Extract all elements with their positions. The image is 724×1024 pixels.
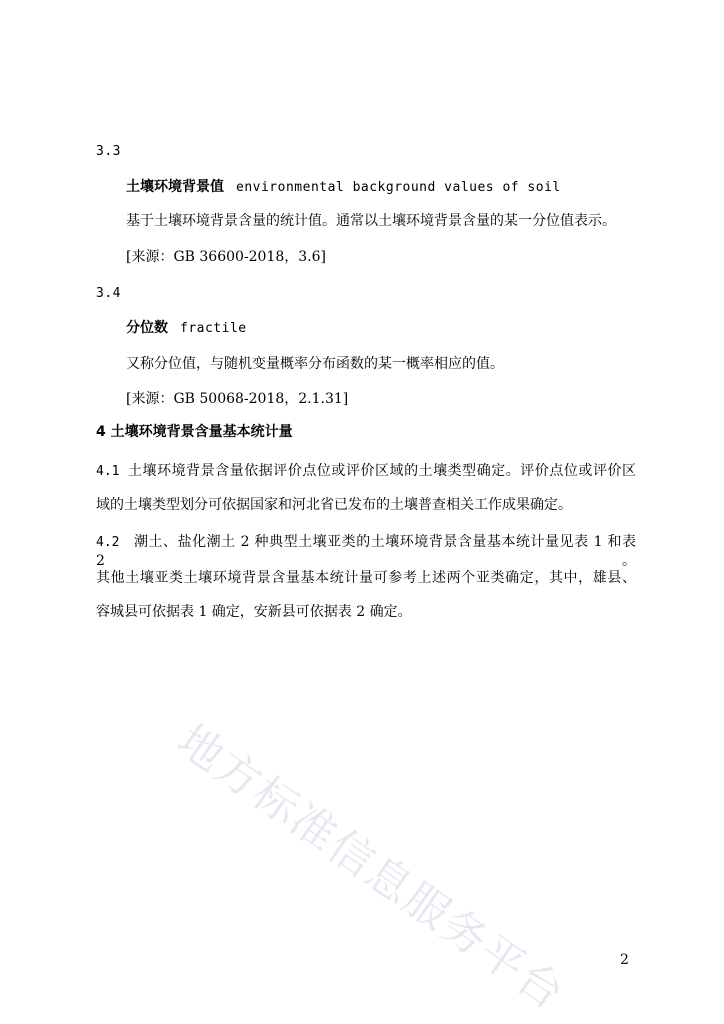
term-source: [来源：GB 36600-2018，3.6] (126, 249, 327, 265)
section-heading-4: 4 土壤环境背景含量基本统计量 (96, 424, 293, 440)
term-chinese: 分位数 (126, 320, 168, 336)
term-definition: 又称分位值，与随机变量概率分布函数的某一概率相应的值。 (126, 356, 504, 372)
section-number-3-3: 3.3 (96, 144, 121, 159)
paragraph-4-2-line-1 (96, 533, 636, 570)
paragraph-4-2-line-2: 其他土壤亚类土壤环境背景含量基本统计量可参考上述两个亚类确定，其中，雄县、 (96, 570, 636, 586)
term-english: environmental background values of soil (236, 180, 561, 195)
page-number: 2 (620, 952, 629, 968)
term-entry-3-4 (126, 319, 247, 338)
term-entry-3-3 (126, 178, 561, 197)
paragraph-4-2-line-3: 容城县可依据表 1 确定，安新县可依据表 2 确定。 (96, 604, 412, 620)
term-chinese: 土壤环境背景值 (126, 179, 224, 195)
term-source: [来源：GB 50068-2018，2.1.31] (126, 391, 349, 407)
section-number-3-4: 3.4 (96, 286, 121, 301)
clause-number: 4.1 (96, 464, 120, 479)
paragraph-text: 土壤环境背景含量依据评价点位或评价区域的土壤类型确定。评价点位或评价区 (127, 463, 636, 479)
paragraph-text: 潮土、盐化潮土 2 种典型土壤亚类的土壤环境背景含量基本统计量见表 1 和表 2。 (96, 534, 636, 569)
term-english: fractile (180, 321, 247, 336)
term-definition: 基于土壤环境背景含量的统计值。通常以土壤环境背景含量的某一分位值表示。 (126, 213, 616, 229)
paragraph-4-1-line-2: 域的土壤类型划分可依据国家和河北省已发布的土壤普查相关工作成果确定。 (96, 497, 572, 513)
watermark: 地方标准信息服务平台 (167, 714, 574, 1021)
clause-number: 4.2 (96, 535, 120, 550)
paragraph-4-1-line-1 (96, 462, 636, 481)
